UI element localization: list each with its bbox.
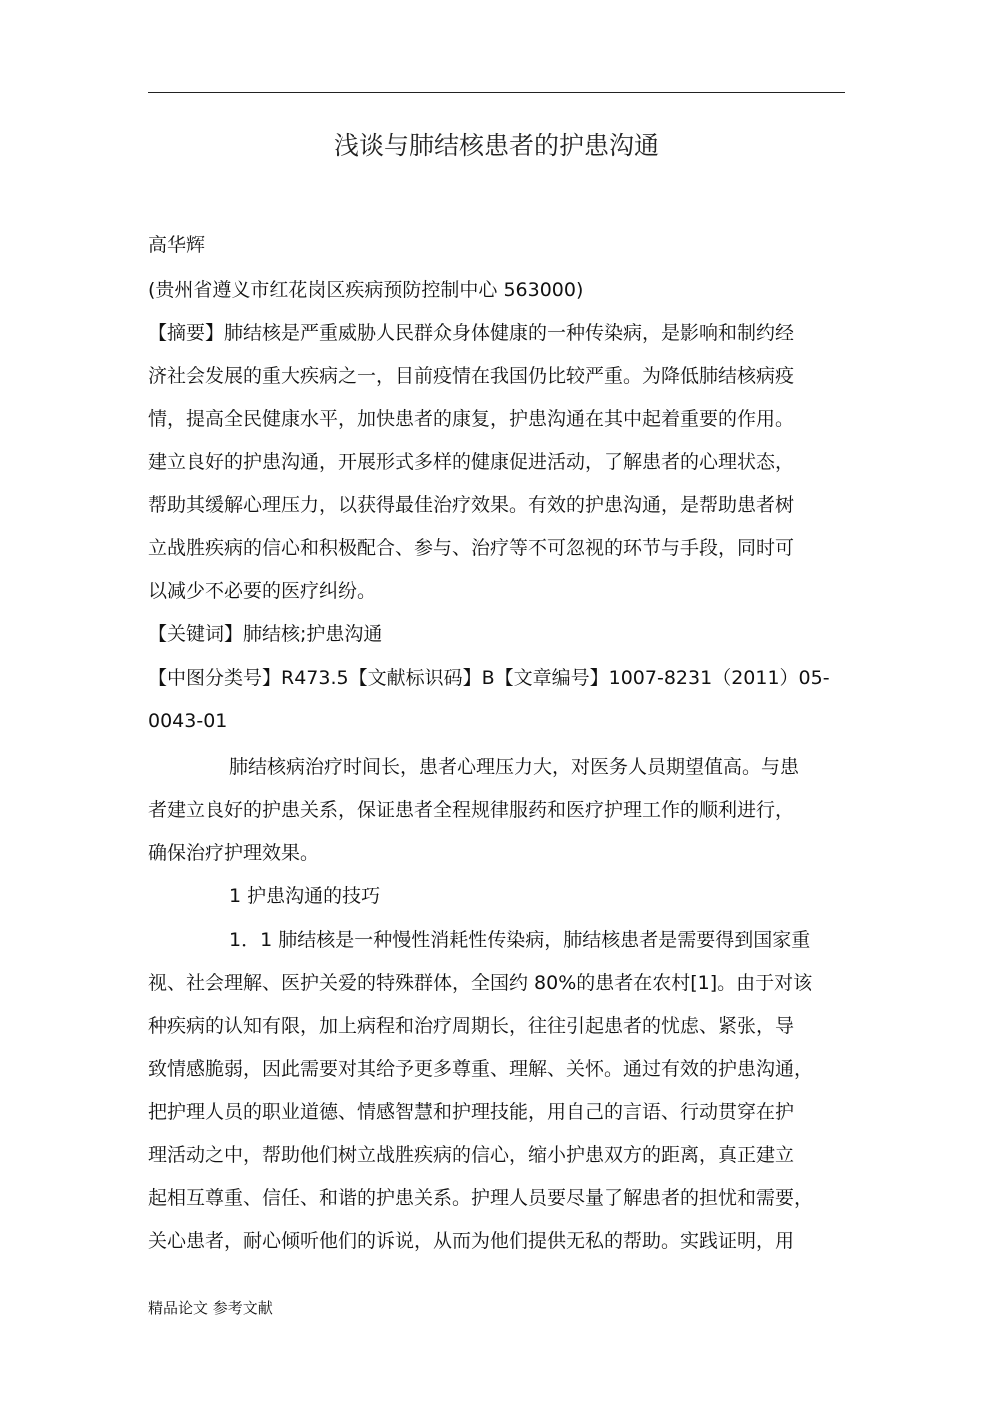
abstract-line: 【摘要】肺结核是严重威胁人民群众身体健康的一种传染病，是影响和制约经 [148,322,795,344]
abstract-line: 立战胜疾病的信心和积极配合、参与、治疗等不可忽视的环节与手段，同时可 [148,537,795,559]
page-footer: 精品论文 参考文献 [148,1299,273,1317]
section-line: 理活动之中，帮助他们树立战胜疾病的信心，缩小护患双方的距离，真正建立 [148,1144,795,1166]
header-rule [148,92,845,93]
abstract-line: 济社会发展的重大疾病之一，目前疫情在我国仍比较严重。为降低肺结核病疫 [148,365,795,387]
classification-line: 0043-01 [148,710,228,732]
keywords: 【关键词】肺结核;护患沟通 [148,623,383,645]
abstract-line: 以减少不必要的医疗纠纷。 [148,580,377,602]
abstract-line: 建立良好的护患沟通，开展形式多样的健康促进活动，了解患者的心理状态， [148,451,795,473]
section-line: 致情感脆弱，因此需要对其给予更多尊重、理解、关怀。通过有效的护患沟通， [148,1058,814,1080]
page-title: 浅谈与肺结核患者的护患沟通 [333,131,659,160]
section-line: 1．1 肺结核是一种慢性消耗性传染病，肺结核患者是需要得到国家重 [229,929,811,951]
intro-line: 肺结核病治疗时间长，患者心理压力大，对医务人员期望值高。与患 [229,756,800,778]
abstract-line: 情，提高全民健康水平，加快患者的康复，护患沟通在其中起着重要的作用。 [148,408,795,430]
author: 高华辉 [148,234,206,256]
section-heading: 1 护患沟通的技巧 [229,885,381,907]
affiliation: (贵州省遵义市红花岗区疾病预防控制中心 563000) [148,279,584,301]
classification-line: 【中图分类号】R473.5【文献标识码】B【文章编号】1007-8231（2011）05- [148,667,830,689]
section-line: 视、社会理解、医护关爱的特殊群体，全国约 80%的患者在农村[1]。由于对该 [148,972,813,994]
abstract-line: 帮助其缓解心理压力，以获得最佳治疗效果。有效的护患沟通，是帮助患者树 [148,494,795,516]
section-line: 把护理人员的职业道德、情感智慧和护理技能，用自己的言语、行动贯穿在护 [148,1101,795,1123]
section-line: 起相互尊重、信任、和谐的护患关系。护理人员要尽量了解患者的担忧和需要， [148,1187,814,1209]
intro-line: 者建立良好的护患关系，保证患者全程规律服药和医疗护理工作的顺利进行， [148,799,795,821]
section-line: 关心患者，耐心倾听他们的诉说，从而为他们提供无私的帮助。实践证明，用 [148,1230,795,1252]
section-line: 种疾病的认知有限，加上病程和治疗周期长，往往引起患者的忧虑、紧张，导 [148,1015,795,1037]
intro-line: 确保治疗护理效果。 [148,842,320,864]
